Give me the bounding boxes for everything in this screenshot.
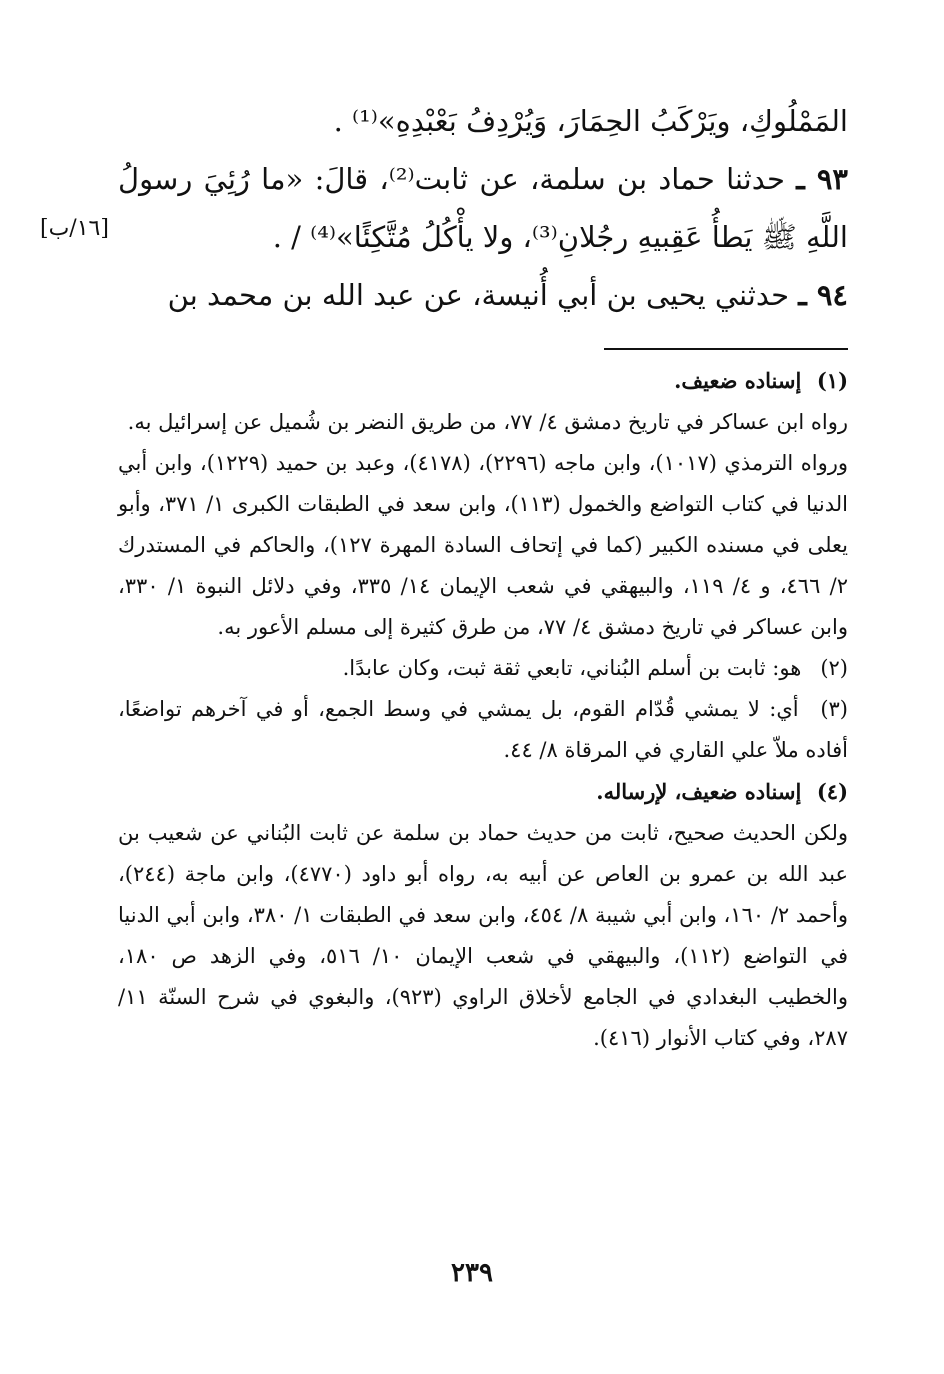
footnote-title: إسناده ضعيف.	[674, 368, 802, 393]
footnote-title: إسناده ضعيف، لإرساله.	[596, 779, 802, 804]
hadith-text: حدثنا حماد بن سلمة، عن ثابت⁽²⁾، قالَ: «ما رُئِيَ رسولُ اللَّهِ ﷺ يَطأُ عَقِبيهِ رجُلانِ⁽³⁾، ولا يأْكُلُ مُتَّكِئًا»⁽⁴⁾ / .	[118, 162, 848, 254]
footnote-paragraph: ولكن الحديث صحيح، ثابت من حديث حماد بن سلمة عن ثابت البُناني عن شعيب بن عبد الله بن عمرو بن العاص عن أبيه به، رواه أبو داود (٤٧٧٠)، وابن ماجة (٢٤٤)، وأحمد ٢/ ١٦٠، وابن أبي شيبة ٨/ ٤٥٤، وابن سعد في الطبقات ١/ ٣٨٠، وابن أبي الدنيا في التواضع (١١٢)، والبيهقي في شعب الإيمان ١٠/ ٥١٦، وفي الزهد ص ١٨٠، والخطيب البغدادي في الجامع لأخلاق الراوي (٩٢٣)، والبغوي في شرح السنّة ١١/ ٢٨٧، وفي كتاب الأنوار (٤١٦).	[118, 821, 849, 1050]
footnote-text: هو: ثابت بن أسلم البُناني، تابعي ثقة ثبت، وكان عابدًا.	[342, 656, 802, 680]
footnote-paragraph: ورواه الترمذي (١٠١٧)، وابن ماجه (٢٢٩٦)، (٤١٧٨)، وعبد بن حميد (١٢٢٩)، وابن أبي الدنيا في كتاب التواضع والخمول (١١٣)، وابن سعد في الطبقات الكبرى ١/ ٣٧١، وأبو يعلى في مسنده الكبير (كما في إتحاف السادة المهرة ١٢٧)، والحاكم في المستدرك ٢/ ٤٦٦، و ٤/ ١١٩، والبيهقي في شعب الإيمان ١٤/ ٣٣٥، وفي دلائل النبوة ١/ ٣٣٠، وابن عساكر في تاريخ دمشق ٤/ ٧٧، من طرق كثيرة إلى مسلم الأعور به.	[118, 451, 848, 639]
footnote-number: (٤)	[816, 779, 848, 804]
footnote-number: (١)	[816, 368, 848, 393]
hadith-94	[118, 266, 848, 324]
footnote-1	[118, 360, 848, 402]
footnote-4	[118, 771, 848, 813]
footnotes	[118, 360, 848, 1059]
hadith-text: حدثني يحيى بن أبي أُنيسة، عن عبد الله بن محمد بن	[167, 278, 790, 312]
hadith-93	[118, 150, 848, 266]
page-number: ٢٣٩	[451, 1258, 493, 1288]
footnote-text: أي: لا يمشي قُدّام القوم، بل يمشي في وسط الجمع، أو في آخرهم تواضعًا، أفاده ملاّ علي القاري في المرقاة ٨/ ٤٤.	[118, 697, 848, 762]
hadith-number: ٩٣ ـ	[796, 162, 849, 196]
hadith-number: ٩٤ ـ	[798, 278, 848, 312]
main-text	[118, 92, 848, 324]
footnote-divider	[604, 348, 848, 350]
text-line: المَمْلُوكِ، ويَرْكَبُ الحِمَارَ، وَيُرْدِفُ بَعْبْدِهِ»⁽¹⁾ .	[333, 104, 848, 138]
footnote-2	[118, 648, 848, 689]
manuscript-folio-marker: [١٦/ب]	[40, 216, 109, 241]
footnote-paragraph: رواه ابن عساكر في تاريخ دمشق ٤/ ٧٧، من طريق النضر بن شُميل عن إسرائيل به.	[127, 410, 848, 434]
footnote-number: (٣)	[820, 697, 848, 721]
footnote-number: (٢)	[820, 656, 848, 680]
footnote-3	[118, 689, 848, 771]
